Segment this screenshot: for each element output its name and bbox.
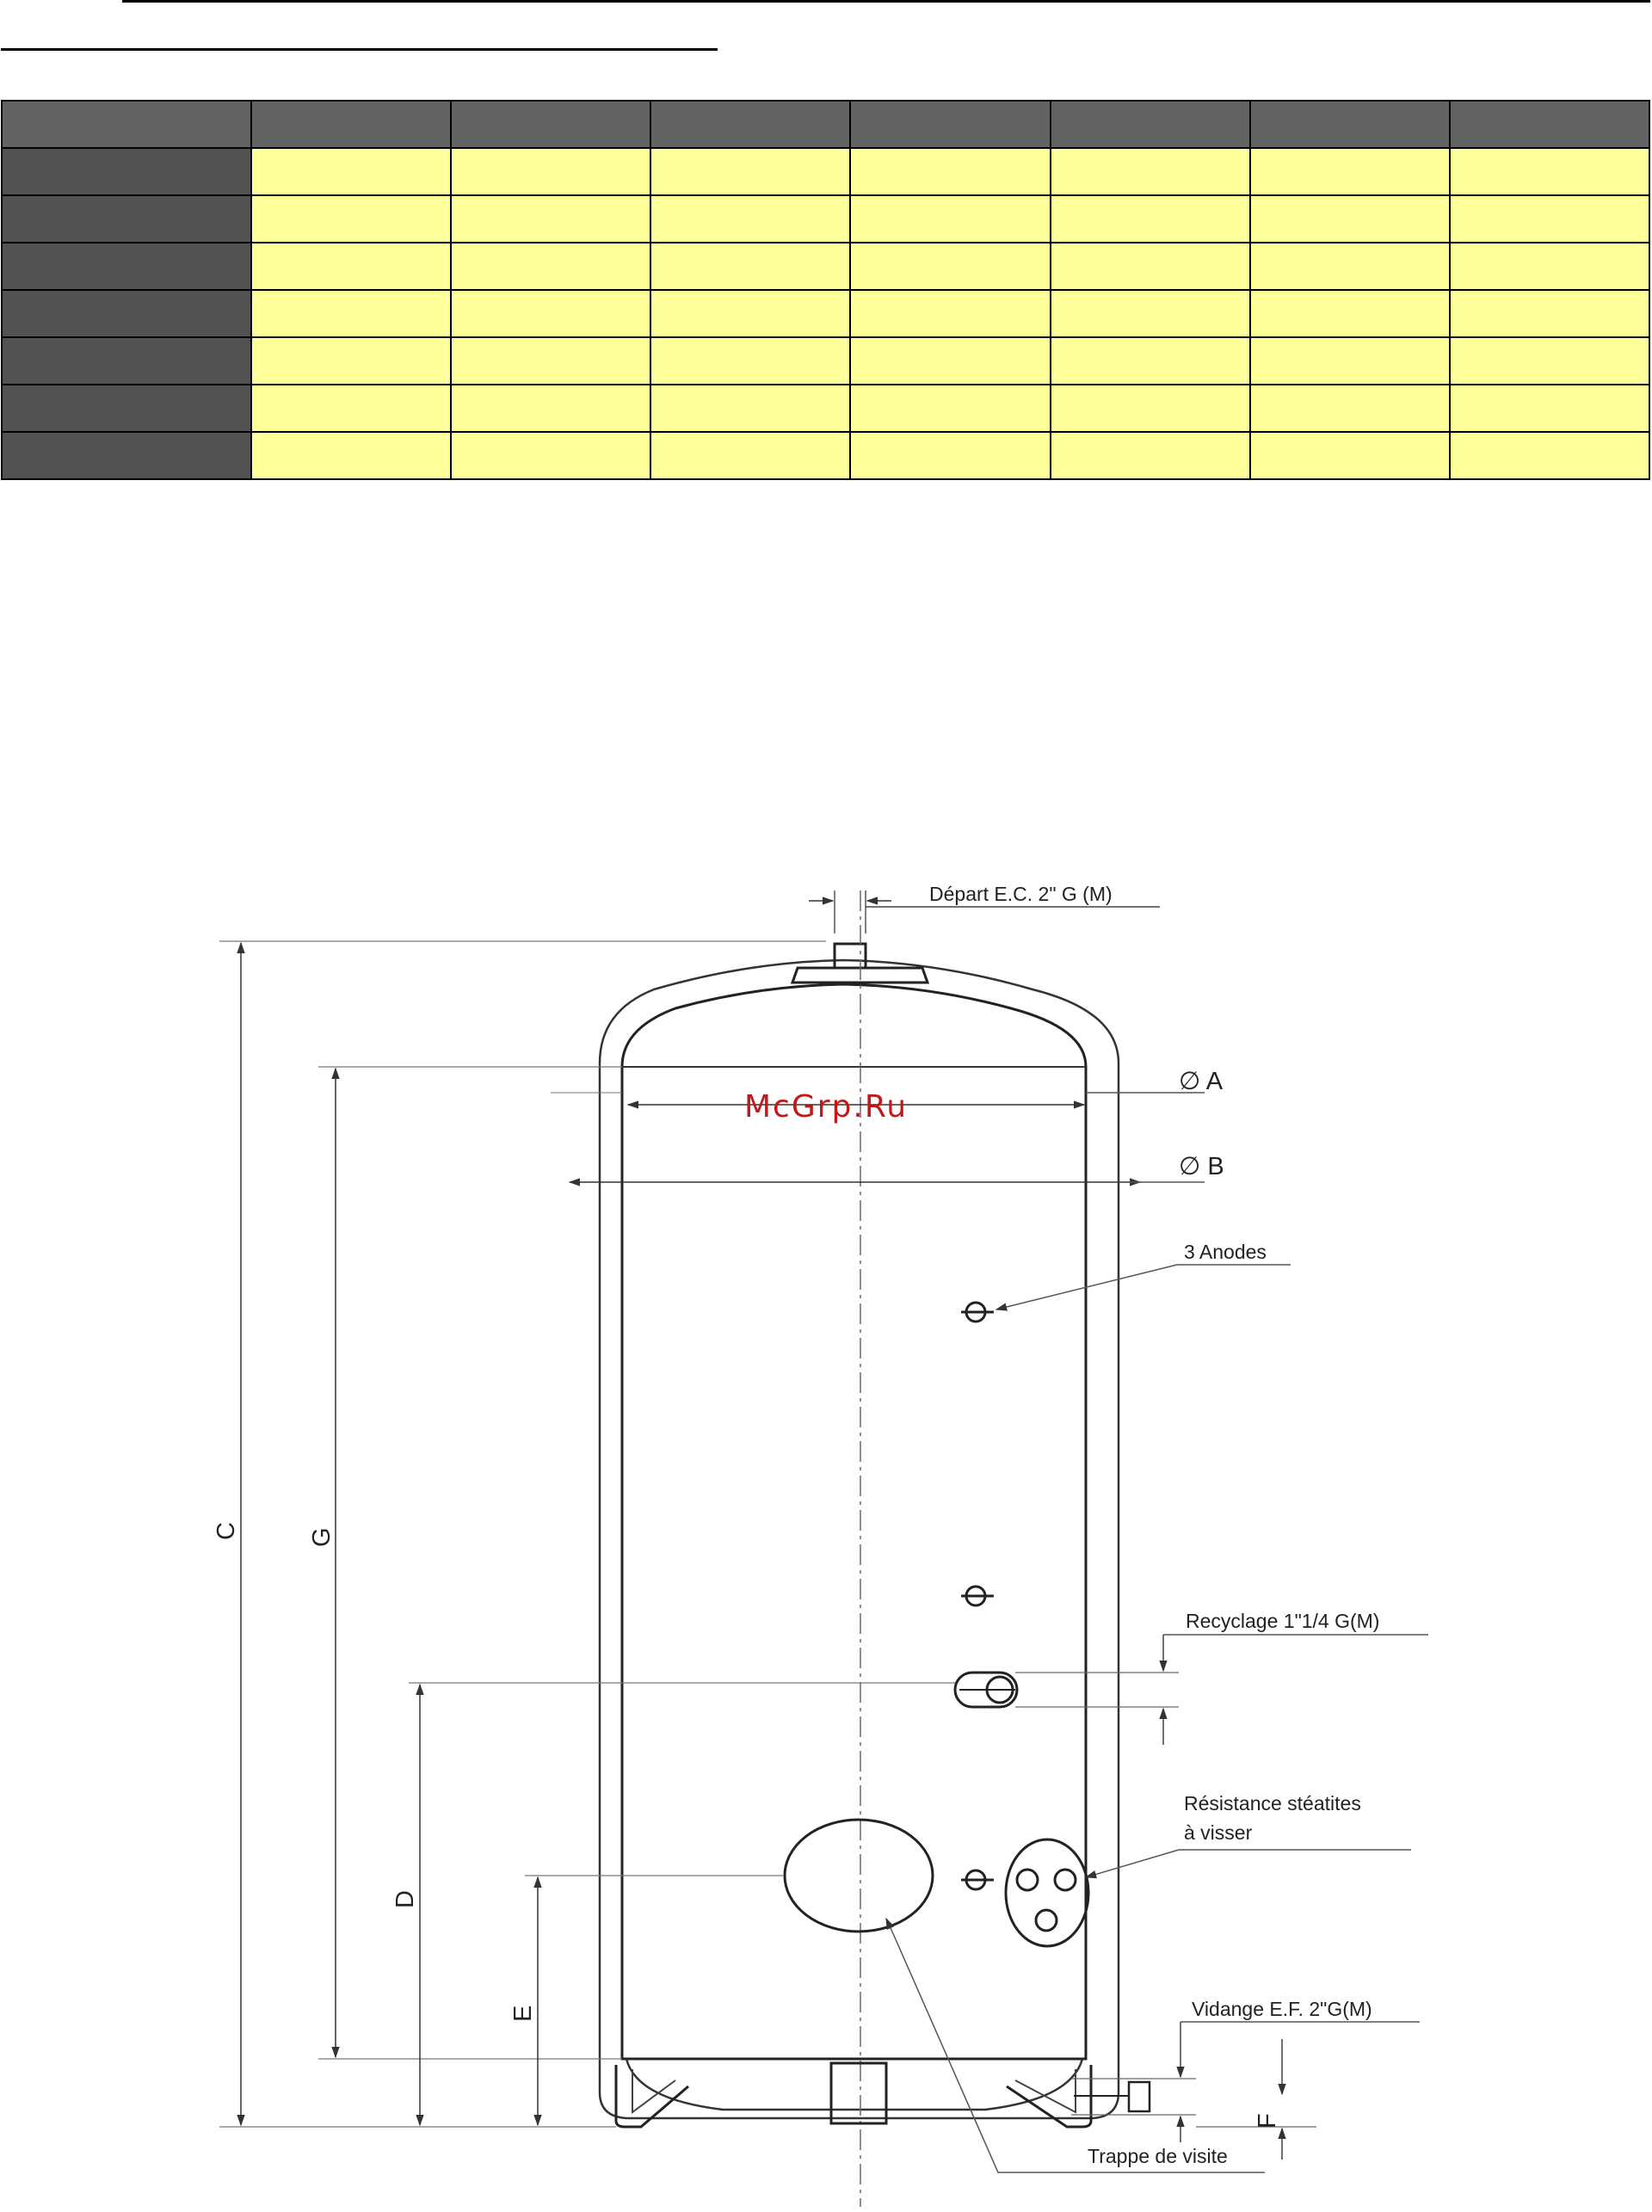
spec-row-header (2, 290, 251, 337)
spec-cell (650, 290, 850, 337)
spec-cell (850, 148, 1050, 195)
spec-header-cell (850, 101, 1050, 148)
watermark: McGrp.Ru (744, 1089, 909, 1124)
spec-table-body (2, 148, 1649, 479)
spec-header-cell (650, 101, 850, 148)
spec-cell (1450, 148, 1649, 195)
spec-cell (251, 432, 451, 479)
spec-header-row (2, 101, 1649, 148)
spec-cell (1051, 290, 1250, 337)
depart-label: Départ E.C. 2" G (M) (929, 883, 1113, 905)
spec-cell (1250, 148, 1450, 195)
trappe-label: Trappe de visite (1088, 2145, 1228, 2167)
spec-cell (1250, 385, 1450, 432)
spec-header-cell (1051, 101, 1250, 148)
spec-cell (650, 337, 850, 385)
spec-cell (1051, 385, 1250, 432)
spec-cell (1051, 195, 1250, 243)
spec-cell (1051, 243, 1250, 290)
recyclage-nozzle (955, 1673, 1017, 1707)
spec-cell (251, 195, 451, 243)
spec-cell (850, 195, 1050, 243)
dim-c-label: C (213, 1522, 240, 1540)
spec-cell (1450, 432, 1649, 479)
bottom-sleeve (831, 2063, 886, 2123)
table-row (2, 148, 1649, 195)
resistance-label-1: Résistance stéatites (1184, 1792, 1361, 1815)
spec-cell (1450, 337, 1649, 385)
inspection-hatch (785, 1820, 933, 1932)
spec-header-cell (2, 101, 251, 148)
tank-dimension-drawing (0, 860, 1652, 2212)
spec-cell (650, 243, 850, 290)
spec-cell (1051, 432, 1250, 479)
title-rule-bottom (1, 48, 718, 51)
spec-cell (251, 385, 451, 432)
spec-cell (1250, 195, 1450, 243)
spec-cell (451, 432, 650, 479)
dim-f-label: F (1254, 2113, 1281, 2129)
spec-cell (451, 148, 650, 195)
spec-cell (451, 385, 650, 432)
spec-cell (1250, 337, 1450, 385)
dia-b-label: ∅ B (1179, 1153, 1224, 1180)
spec-cell (1051, 148, 1250, 195)
spec-header-cell (1450, 101, 1649, 148)
resistance-heater (1006, 1839, 1088, 1946)
dia-a-label: ∅ A (1179, 1068, 1224, 1095)
table-row (2, 385, 1649, 432)
anode-top (961, 1303, 994, 1322)
spec-row-header (2, 385, 251, 432)
spec-header-cell (451, 101, 650, 148)
spec-header-cell (251, 101, 451, 148)
spec-row-header (2, 432, 251, 479)
spec-row-header (2, 337, 251, 385)
spec-cell (1051, 337, 1250, 385)
table-row (2, 337, 1649, 385)
spec-cell (850, 432, 1050, 479)
spec-row-header (2, 243, 251, 290)
dim-g-label: G (308, 1527, 336, 1547)
spec-cell (251, 337, 451, 385)
spec-cell (1450, 290, 1649, 337)
spec-row-header (2, 195, 251, 243)
spec-cell (451, 337, 650, 385)
tank-shell (622, 984, 1086, 2059)
spec-cell (850, 243, 1050, 290)
vidange-label: Vidange E.F. 2"G(M) (1192, 1998, 1372, 2020)
spec-cell (650, 432, 850, 479)
title-rule-top (122, 0, 1650, 3)
spec-cell (1250, 432, 1450, 479)
spec-cell (1450, 195, 1649, 243)
table-row (2, 432, 1649, 479)
resistance-label-2: à visser (1184, 1821, 1253, 1844)
spec-cell (650, 195, 850, 243)
vidange-nozzle (1129, 2082, 1150, 2111)
table-row (2, 243, 1649, 290)
spec-cell (850, 385, 1050, 432)
anodes-label: 3 Anodes (1184, 1241, 1267, 1263)
spec-cell (1450, 385, 1649, 432)
spec-cell (650, 385, 850, 432)
spec-cell (451, 290, 650, 337)
spec-cell (451, 195, 650, 243)
dim-e-label: E (509, 2005, 537, 2022)
anode-bottom (961, 1870, 994, 1889)
spec-cell (650, 148, 850, 195)
table-row (2, 290, 1649, 337)
resistance-leader (1086, 1850, 1179, 1877)
dim-d-label: D (391, 1890, 419, 1908)
spec-header-cell (1250, 101, 1450, 148)
anode-middle (961, 1587, 994, 1605)
recyclage-label: Recyclage 1"1/4 G(M) (1186, 1610, 1380, 1632)
spec-cell (850, 337, 1050, 385)
table-row (2, 195, 1649, 243)
spec-cell (1250, 243, 1450, 290)
spec-cell (251, 243, 451, 290)
spec-cell (251, 148, 451, 195)
spec-row-header (2, 148, 251, 195)
trappe-leader (895, 1938, 1265, 2172)
spec-table (1, 100, 1650, 480)
spec-cell (451, 243, 650, 290)
spec-table-header (2, 101, 1649, 148)
spec-cell (1250, 290, 1450, 337)
spec-cell (1450, 243, 1649, 290)
spec-cell (850, 290, 1050, 337)
foot-right-inner (1015, 2069, 1076, 2112)
tank-bottom-dish (626, 2059, 1082, 2110)
spec-cell (251, 290, 451, 337)
